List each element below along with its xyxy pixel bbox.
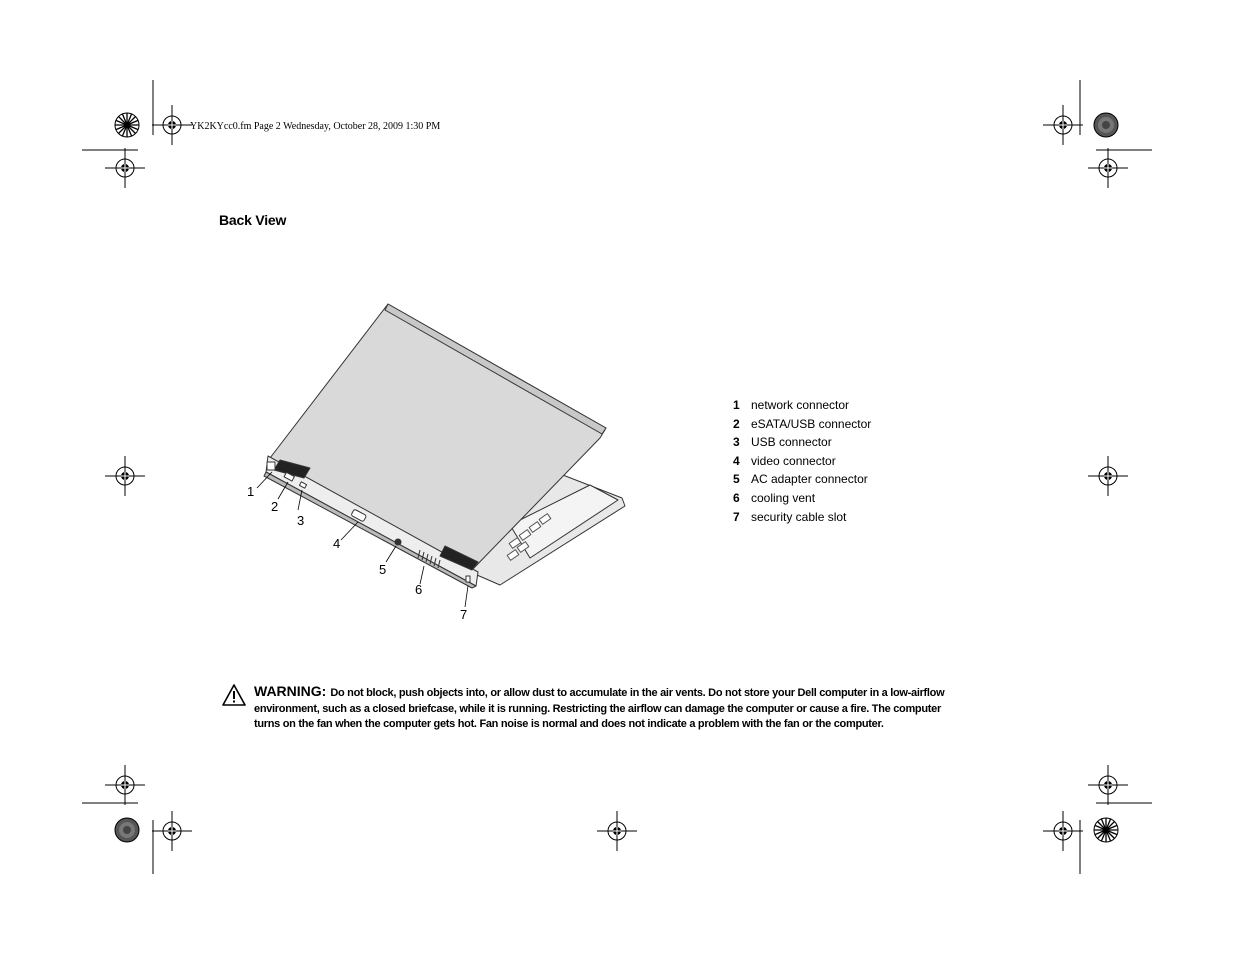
laptop-illustration (264, 304, 625, 588)
legend-label: video connector (751, 453, 836, 468)
legend-label: USB connector (751, 435, 832, 450)
warning-text-block (254, 684, 964, 733)
warning-body: Do not block, push objects into, or allow dust to accumulate in the air vents. Do not store your Dell computer in a low-airflow environment, such as a closed briefcase, while it is running. Restricting the airflow can damage the computer or cause a fire. The computer turns on the fan when the computer gets hot. Fan noise is normal and does not indicate a problem with the fan or the computer. (254, 687, 945, 730)
legend-label: eSATA/USB connector (751, 416, 872, 431)
legend-number: 4 (733, 453, 740, 468)
legend-label: security cable slot (751, 509, 847, 524)
legend-label: network connector (751, 398, 850, 412)
figure-legend (733, 396, 871, 526)
file-header-line: YK2KYcc0.fm Page 2 Wednesday, October 28, 2009 1:30 PM (190, 121, 441, 132)
legend-label: AC adapter connector (751, 472, 868, 487)
legend-number: 6 (733, 490, 740, 505)
legend-number: 5 (733, 472, 740, 487)
legend-number: 1 (733, 398, 740, 412)
legend-number: 3 (733, 435, 740, 450)
section-title: Back View (219, 212, 287, 228)
figure-callout: 3 (297, 513, 305, 528)
figure-callout: 2 (271, 499, 279, 514)
figure-callout: 5 (379, 562, 387, 577)
legend-label: cooling vent (751, 490, 816, 505)
legend-item (733, 415, 871, 434)
figure-callout: 6 (415, 582, 423, 597)
legend-item (733, 489, 871, 508)
legend-item (733, 470, 871, 489)
legend-number: 2 (733, 416, 740, 431)
warning-triangle-icon (222, 684, 246, 706)
figure-callout: 1 (247, 484, 255, 499)
legend-item (733, 508, 871, 527)
warning-label: WARNING: (254, 683, 327, 699)
legend-item (733, 452, 871, 471)
figure-callout: 4 (333, 536, 341, 551)
laptop-back-view-figure (240, 300, 640, 630)
figure-callout: 7 (460, 607, 468, 622)
legend-number: 7 (733, 509, 740, 524)
legend-item (733, 396, 871, 415)
legend-item (733, 433, 871, 452)
